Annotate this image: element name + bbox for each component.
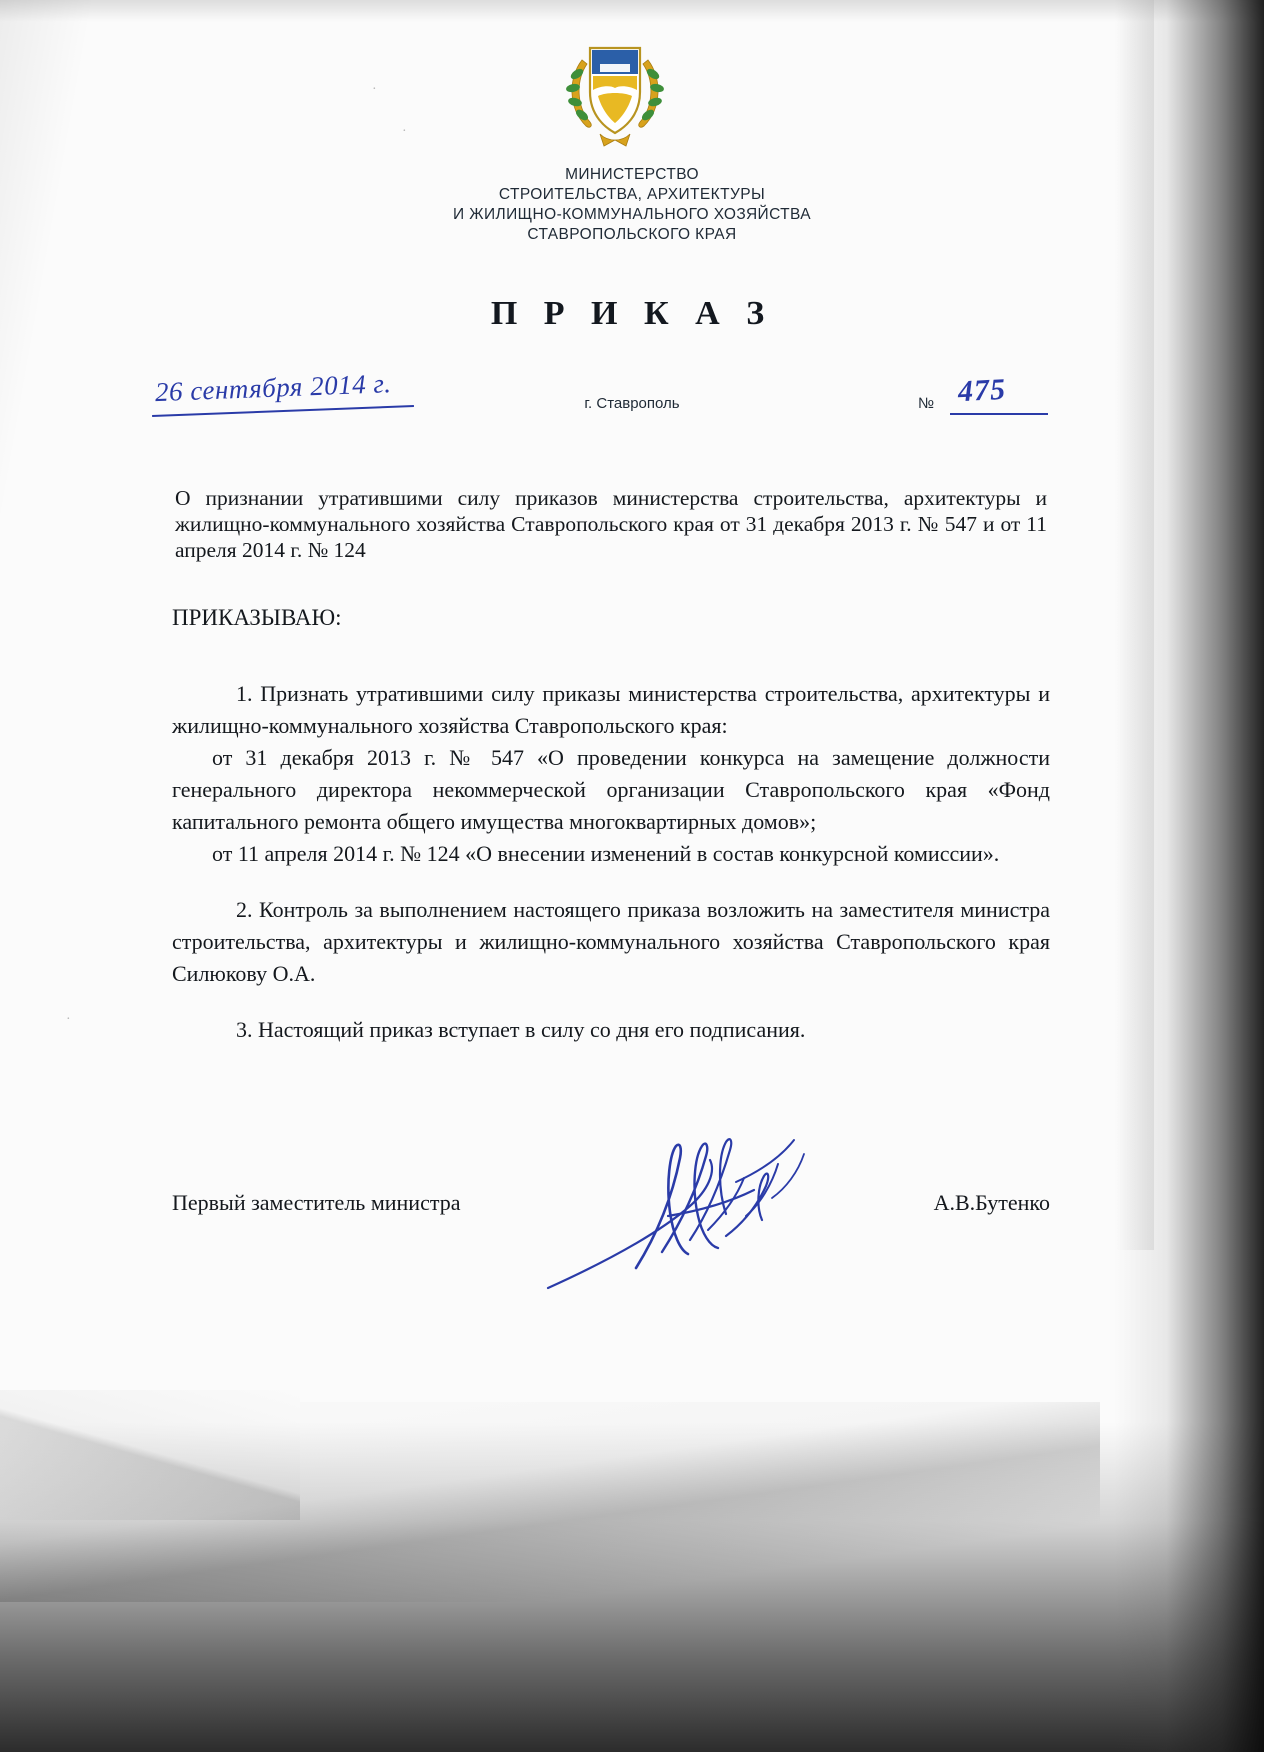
signer-position: Первый заместитель министра xyxy=(172,1190,461,1215)
paragraph-2: 2. Контроль за выполнением настоящего приказа возложить на заместителя министра строительства, архитектуры и жилищно-коммунального хозяйства Ставропольского края Силюкову О.А. xyxy=(172,897,1050,986)
document-paragraphs xyxy=(172,678,1050,1046)
signature-row xyxy=(172,1190,1050,1216)
ministry-line-1: МИНИСТЕРСТВО xyxy=(565,166,699,183)
ministry-header xyxy=(0,165,1264,245)
ministry-line-3: И ЖИЛИЩНО-КОММУНАЛЬНОГО ХОЗЯЙСТВА xyxy=(453,206,811,223)
date-handwritten: 26 сентября 2014 г. xyxy=(154,368,392,408)
scan-speck-3: · xyxy=(66,1012,71,1027)
signer-name: А.В.Бутенко xyxy=(933,1190,1050,1215)
city-label: г. Ставрополь xyxy=(584,395,680,412)
number-label: № xyxy=(918,395,935,412)
command-word: ПРИКАЗЫВАЮ: xyxy=(172,605,342,630)
paragraph-3: 3. Настоящий приказ вступает в силу со дня его подписания. xyxy=(236,1017,806,1042)
number-handwritten: 475 xyxy=(957,372,1007,409)
scan-right-dark-band xyxy=(1114,0,1264,1752)
number-underline xyxy=(950,413,1048,415)
scan-speck-1: · xyxy=(372,82,377,97)
ministry-line-2: СТРОИТЕЛЬСТВА, АРХИТЕКТУРЫ xyxy=(498,186,766,203)
paragraph-1b: от 11 апреля 2014 г. № 124 «О внесении изменений в состав конкурсной комиссии». xyxy=(212,841,1000,866)
scan-speck-2: · xyxy=(402,124,407,139)
coat-of-arms-icon xyxy=(560,30,670,148)
ministry-line-4: СТАВРОПОЛЬСКОГО КРАЯ xyxy=(527,226,737,243)
document-subject: О признании утратившими силу приказов министерства строительства, архитектуры и жилищно-коммунального хозяйства Ставропольского края от 31 декабря 2013 г. № 547 и от 11 апреля 2014 г. № 124 xyxy=(175,486,1047,562)
paragraph-1a: от 31 декабря 2013 г. № 547 «О проведении конкурса на замещение должности генерального директора некоммерческой организации Ставропольского края «Фонд капитального ремонта общего имущества многоквартирных домов»; xyxy=(172,745,1050,834)
paragraph-1: 1. Признать утратившими силу приказы министерства строительства, архитектуры и жилищно-коммунального хозяйства Ставропольского края: xyxy=(172,681,1050,738)
document-title: П Р И К А З xyxy=(490,295,774,332)
